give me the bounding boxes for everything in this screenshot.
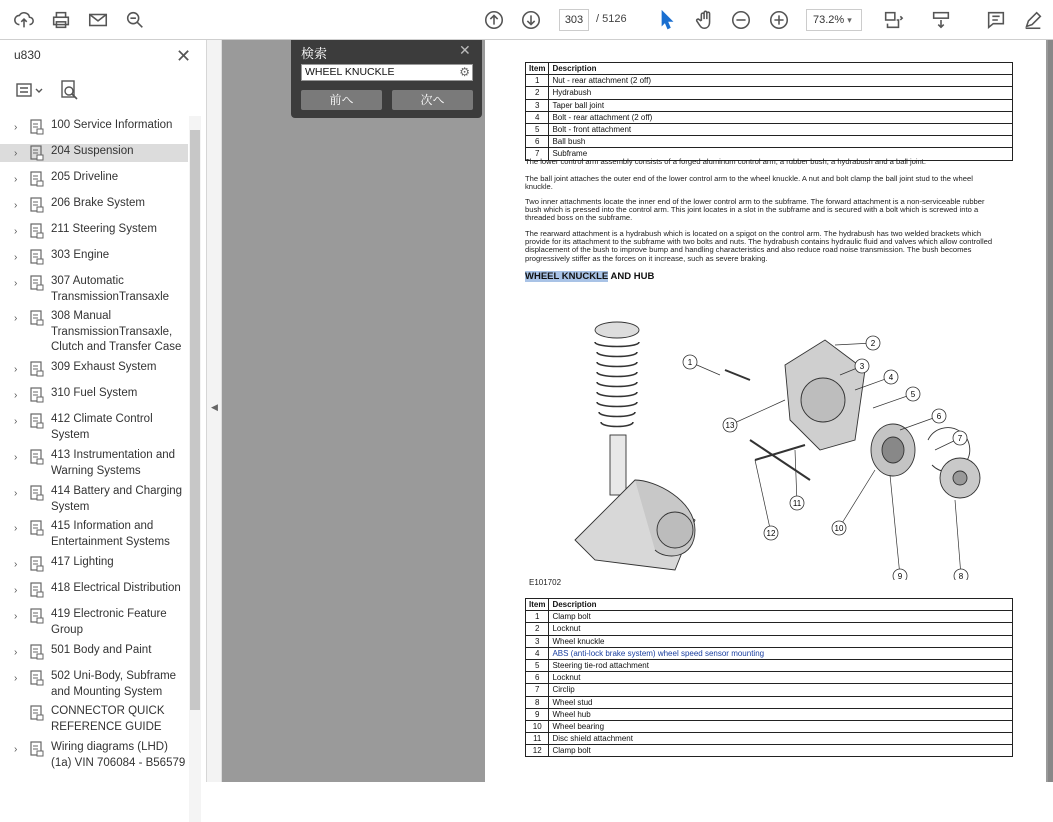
description-cell: Taper ball joint	[549, 99, 1013, 111]
bookmark-page-icon	[30, 223, 44, 239]
bookmark-item[interactable]	[0, 360, 188, 378]
bookmark-page-icon	[30, 556, 44, 572]
bookmark-search-icon[interactable]	[60, 80, 80, 102]
search-highlight: WHEEL KNUCKLE	[525, 271, 609, 282]
table-row	[526, 745, 1013, 757]
sidebar-search-text[interactable]: u830	[14, 48, 41, 62]
table-row	[526, 696, 1013, 708]
bookmark-item[interactable]	[0, 118, 188, 136]
find-panel	[291, 40, 482, 118]
expand-chevron-icon[interactable]: ›	[14, 523, 18, 534]
table-row	[526, 75, 1013, 87]
paragraph-1: The lower control arm assembly consists of a forged aluminum control arm, a rubber bush, a hydrabush and a ball joint.	[525, 157, 926, 166]
paragraph-2: The ball joint attaches the outer end of the lower control arm to the wheel knuckle. A nut and bolt clamp the ball joint stud to the wheel knuckle.	[525, 174, 973, 192]
expand-chevron-icon[interactable]: ›	[14, 452, 18, 463]
bookmarks-sidebar	[0, 40, 207, 782]
callout-number: 9	[897, 572, 903, 580]
bookmark-item[interactable]	[0, 484, 188, 518]
expand-chevron-icon[interactable]: ›	[14, 647, 18, 658]
callout-number: 11	[792, 499, 802, 508]
table-row	[526, 635, 1013, 647]
bookmark-label: 211 Steering System	[51, 223, 157, 235]
section-title-rest: AND HUB	[608, 271, 655, 282]
wheel-knuckle-diagram	[555, 290, 995, 580]
find-next-button[interactable]: 次へ	[392, 90, 473, 110]
bookmark-label: 204 Suspension	[51, 145, 134, 157]
expand-chevron-icon[interactable]: ›	[14, 559, 18, 570]
bookmark-page-icon	[30, 119, 44, 135]
bookmark-item[interactable]	[0, 448, 188, 482]
callout-leader	[890, 475, 900, 576]
bookmark-label: 413 Instrumentation and Warning Systems	[51, 449, 176, 477]
upload-icon[interactable]	[12, 8, 36, 32]
expand-chevron-icon[interactable]: ›	[14, 148, 18, 159]
next-page-icon[interactable]	[519, 8, 543, 32]
expand-chevron-icon[interactable]: ›	[14, 174, 18, 185]
bookmark-page-icon	[30, 249, 44, 265]
description-cell: Bolt - front attachment	[549, 123, 1013, 135]
callout-number: 12	[766, 529, 776, 538]
item-number-cell: 2	[526, 623, 549, 635]
bookmark-label: 310 Fuel System	[51, 387, 138, 399]
description-cell: ABS (anti-lock brake system) wheel speed sensor mounting	[549, 647, 1013, 659]
find-query: WHEEL KNUCKLE	[305, 66, 395, 78]
table-row	[526, 720, 1013, 732]
expand-chevron-icon[interactable]: ›	[14, 611, 18, 622]
section-title	[525, 271, 654, 282]
description-cell: Wheel bearing	[549, 720, 1013, 732]
item-number-cell: 6	[526, 672, 549, 684]
bookmark-list	[0, 116, 188, 818]
viewer-scrollbar[interactable]	[1048, 40, 1053, 782]
zoom-value: 73.2%	[813, 14, 845, 26]
bookmark-page-icon	[30, 582, 44, 598]
bookmark-label: 412 Climate Control System	[51, 413, 153, 441]
description-cell: Nut - rear attachment (2 off)	[549, 75, 1013, 87]
item-number-cell: 10	[526, 720, 549, 732]
page-total: / 5126	[596, 13, 627, 25]
bookmark-item[interactable]	[0, 170, 188, 188]
table-row	[526, 123, 1013, 135]
bookmark-label: CONNECTOR QUICK REFERENCE GUIDE	[51, 705, 165, 733]
expand-chevron-icon[interactable]: ›	[14, 226, 18, 237]
item-number-cell: 12	[526, 745, 549, 757]
table-row	[526, 87, 1013, 99]
bookmark-page-icon	[30, 361, 44, 377]
fit-page-icon[interactable]	[881, 8, 905, 32]
bookmark-options-icon[interactable]	[16, 82, 46, 100]
parts-table-2	[525, 598, 1013, 757]
callout-leader	[730, 400, 785, 425]
bookmark-page-icon	[30, 171, 44, 187]
bookmark-item[interactable]	[0, 519, 188, 553]
description-cell: Locknut	[549, 672, 1013, 684]
figure-label: E101702	[529, 578, 562, 587]
scroll-mode-icon[interactable]	[929, 8, 953, 32]
callout-number: 13	[725, 421, 735, 430]
expand-chevron-icon[interactable]: ›	[14, 364, 18, 375]
paragraph-3: Two inner attachments locate the inner end of the lower control arm to the subframe. The forward attachment is a non-serviceable rubber bush which is pressed into the control arm. This joint locates in a slot in the subframe and is secured with a bolt which is screwed into a threaded boss on the subframe.	[525, 197, 985, 223]
bookmark-page-icon	[30, 413, 44, 429]
bookmark-page-icon	[30, 705, 44, 721]
email-icon[interactable]	[86, 8, 110, 32]
bookmark-page-icon	[30, 387, 44, 403]
parts-table-1	[525, 62, 1013, 161]
bookmark-page-icon	[30, 275, 44, 291]
bookmark-page-icon	[30, 197, 44, 213]
find-input[interactable]	[301, 64, 473, 81]
description-cell: Clamp bolt	[549, 611, 1013, 623]
description-cell: Steering tie-rod attachment	[549, 659, 1013, 671]
bookmark-page-icon	[30, 485, 44, 501]
table-header-row	[526, 63, 1013, 75]
find-close-icon[interactable]: ✕	[459, 42, 471, 58]
table-row	[526, 733, 1013, 745]
expand-chevron-icon[interactable]: ›	[14, 122, 18, 133]
item-number-cell: 3	[526, 635, 549, 647]
bookmark-page-icon	[30, 741, 44, 757]
expand-chevron-icon[interactable]: ›	[14, 488, 18, 499]
item-number-cell: 6	[526, 136, 549, 148]
item-number-cell: 8	[526, 696, 549, 708]
table-row	[526, 708, 1013, 720]
chevron-down-icon: ▾	[847, 15, 852, 25]
zoom-out-icon[interactable]	[729, 8, 753, 32]
print-icon[interactable]	[49, 8, 73, 32]
find-prev-button[interactable]: 前へ	[301, 90, 382, 110]
item-number-cell: 7	[526, 148, 549, 160]
expand-chevron-icon[interactable]: ›	[14, 416, 18, 427]
description-cell: Bolt - rear attachment (2 off)	[549, 111, 1013, 123]
sidebar-scroll-thumb[interactable]	[190, 130, 200, 710]
pen-icon[interactable]	[1021, 8, 1045, 32]
bookmark-page-icon	[30, 520, 44, 536]
search-icon[interactable]	[123, 8, 147, 32]
page-number-input[interactable]: 303	[559, 9, 589, 31]
expand-chevron-icon[interactable]: ›	[14, 390, 18, 401]
bookmark-page-icon	[30, 608, 44, 624]
bookmark-label: 415 Information and Entertainment Systems	[51, 520, 170, 548]
callout-number: 2	[870, 339, 876, 348]
callout-leader	[795, 450, 797, 503]
bookmark-label: 418 Electrical Distribution	[51, 582, 181, 594]
bookmark-page-icon	[30, 449, 44, 465]
expand-chevron-icon[interactable]: ›	[14, 744, 18, 755]
description-cell: Clamp bolt	[549, 745, 1013, 757]
bookmark-label: 303 Engine	[51, 249, 110, 261]
bookmark-label: 308 Manual TransmissionTransaxle, Clutch and Transfer Case	[51, 310, 182, 353]
table-row	[526, 99, 1013, 111]
bookmark-label: 206 Brake System	[51, 197, 145, 209]
expand-chevron-icon[interactable]: ›	[14, 313, 18, 324]
header-cell: Item	[526, 599, 549, 611]
strut-spring-drawing	[575, 322, 695, 570]
bookmark-label: 205 Driveline	[51, 171, 119, 183]
bookmark-label: 417 Lighting	[51, 556, 114, 568]
description-cell: Disc shield attachment	[549, 733, 1013, 745]
table-row	[526, 111, 1013, 123]
item-number-cell: 7	[526, 684, 549, 696]
bookmark-page-icon	[30, 145, 44, 161]
header-cell: Description	[549, 63, 1013, 75]
bookmark-item[interactable]	[0, 144, 188, 162]
bookmark-item[interactable]	[0, 222, 188, 240]
description-cell: Ball bush	[549, 136, 1013, 148]
bookmark-item[interactable]	[0, 555, 188, 573]
header-cell: Description	[549, 599, 1013, 611]
header-cell: Item	[526, 63, 549, 75]
description-cell: Subframe	[549, 148, 1013, 160]
description-cell: Locknut	[549, 623, 1013, 635]
callout-leader	[755, 460, 771, 533]
bookmark-item[interactable]	[0, 581, 188, 599]
callout-number: 8	[958, 572, 964, 580]
bookmark-item[interactable]	[0, 740, 188, 774]
bookmark-item[interactable]	[0, 196, 188, 214]
expand-chevron-icon[interactable]: ›	[14, 585, 18, 596]
document-viewer[interactable]	[222, 40, 1053, 782]
bookmark-item[interactable]	[0, 309, 188, 359]
expand-chevron-icon[interactable]: ›	[14, 673, 18, 684]
table-row	[526, 136, 1013, 148]
bookmark-page-icon	[30, 310, 44, 326]
bookmark-item[interactable]	[0, 607, 188, 641]
callout-number: 3	[859, 362, 865, 371]
callout-leader	[839, 470, 875, 528]
bookmark-label: Wiring diagrams (LHD) (1a) VIN 706084 - B56579	[51, 741, 186, 769]
bookmark-item[interactable]	[0, 386, 188, 404]
bookmark-page-icon	[30, 644, 44, 660]
comment-icon[interactable]	[984, 8, 1008, 32]
description-cell: Wheel knuckle	[549, 635, 1013, 647]
bookmark-item[interactable]	[0, 412, 188, 446]
callout-number: 10	[834, 524, 844, 533]
expand-chevron-icon[interactable]: ›	[14, 200, 18, 211]
pdf-page	[485, 40, 1046, 782]
expand-chevron-icon[interactable]: ›	[14, 278, 18, 289]
bookmark-item[interactable]	[0, 704, 188, 738]
toolbar	[0, 0, 1053, 40]
bookmark-label: 414 Battery and Charging System	[51, 485, 183, 513]
callout-number: 1	[687, 358, 693, 367]
bookmark-label: 502 Uni-Body, Subframe and Mounting System	[51, 670, 177, 698]
callout-number: 7	[957, 434, 963, 443]
bookmark-item[interactable]	[0, 274, 188, 308]
hand-icon[interactable]	[693, 8, 717, 32]
table-row	[526, 684, 1013, 696]
bookmark-item[interactable]	[0, 643, 188, 661]
item-number-cell: 3	[526, 99, 549, 111]
item-number-cell: 11	[526, 733, 549, 745]
table-header-row	[526, 599, 1013, 611]
item-number-cell: 9	[526, 708, 549, 720]
find-title: 検索	[301, 46, 328, 61]
bookmark-label: 419 Electronic Feature Group	[51, 608, 167, 636]
item-number-cell: 2	[526, 87, 549, 99]
prev-page-icon[interactable]	[482, 8, 506, 32]
bookmark-item[interactable]	[0, 669, 188, 703]
bookmark-item[interactable]	[0, 248, 188, 266]
item-number-cell: 5	[526, 123, 549, 135]
callout-number: 4	[888, 373, 894, 382]
table-row	[526, 623, 1013, 635]
description-cell: Wheel stud	[549, 696, 1013, 708]
bookmark-label: 501 Body and Paint	[51, 644, 152, 656]
select-cursor-icon[interactable]	[655, 8, 679, 32]
table-row	[526, 659, 1013, 671]
bookmark-label: 100 Service Information	[51, 119, 173, 131]
close-icon[interactable]: ✕	[176, 46, 192, 66]
zoom-select[interactable]	[806, 9, 862, 31]
item-number-cell: 4	[526, 111, 549, 123]
bookmark-label: 309 Exhaust System	[51, 361, 157, 373]
item-number-cell: 1	[526, 611, 549, 623]
callout-leader	[955, 500, 961, 576]
zoom-in-icon[interactable]	[767, 8, 791, 32]
table-row	[526, 672, 1013, 684]
description-cell: Hydrabush	[549, 87, 1013, 99]
item-number-cell: 1	[526, 75, 549, 87]
paragraph-4: The rearward attachment is a hydrabush which is located on a spigot on the control arm. The hydrabush has two welded brackets which provide for its attachment to the subframe with two bolts and nuts. The hydrabush contains hydraulic fluid and valves which allow controlled displacement of the bush to improve bump and handling characteristics and also reduce road noise transmission. The bush becomes progressively stiffer as the forces on it increase, such as severe braking.	[525, 229, 993, 263]
description-cell: Wheel hub	[549, 708, 1013, 720]
table-row	[526, 611, 1013, 623]
description-cell: Circlip	[549, 684, 1013, 696]
table-row	[526, 647, 1013, 659]
gear-icon[interactable]: ⚙	[459, 65, 470, 79]
bookmark-page-icon	[30, 670, 44, 686]
item-number-cell: 4	[526, 647, 549, 659]
bookmark-label: 307 Automatic TransmissionTransaxle	[51, 275, 170, 303]
expand-chevron-icon[interactable]: ›	[14, 252, 18, 263]
sidebar-collapse-handle[interactable]	[207, 40, 222, 782]
callout-number: 5	[910, 390, 916, 399]
collapse-arrow-icon: ◀	[211, 402, 218, 412]
item-number-cell: 5	[526, 659, 549, 671]
callout-number: 6	[936, 412, 942, 421]
